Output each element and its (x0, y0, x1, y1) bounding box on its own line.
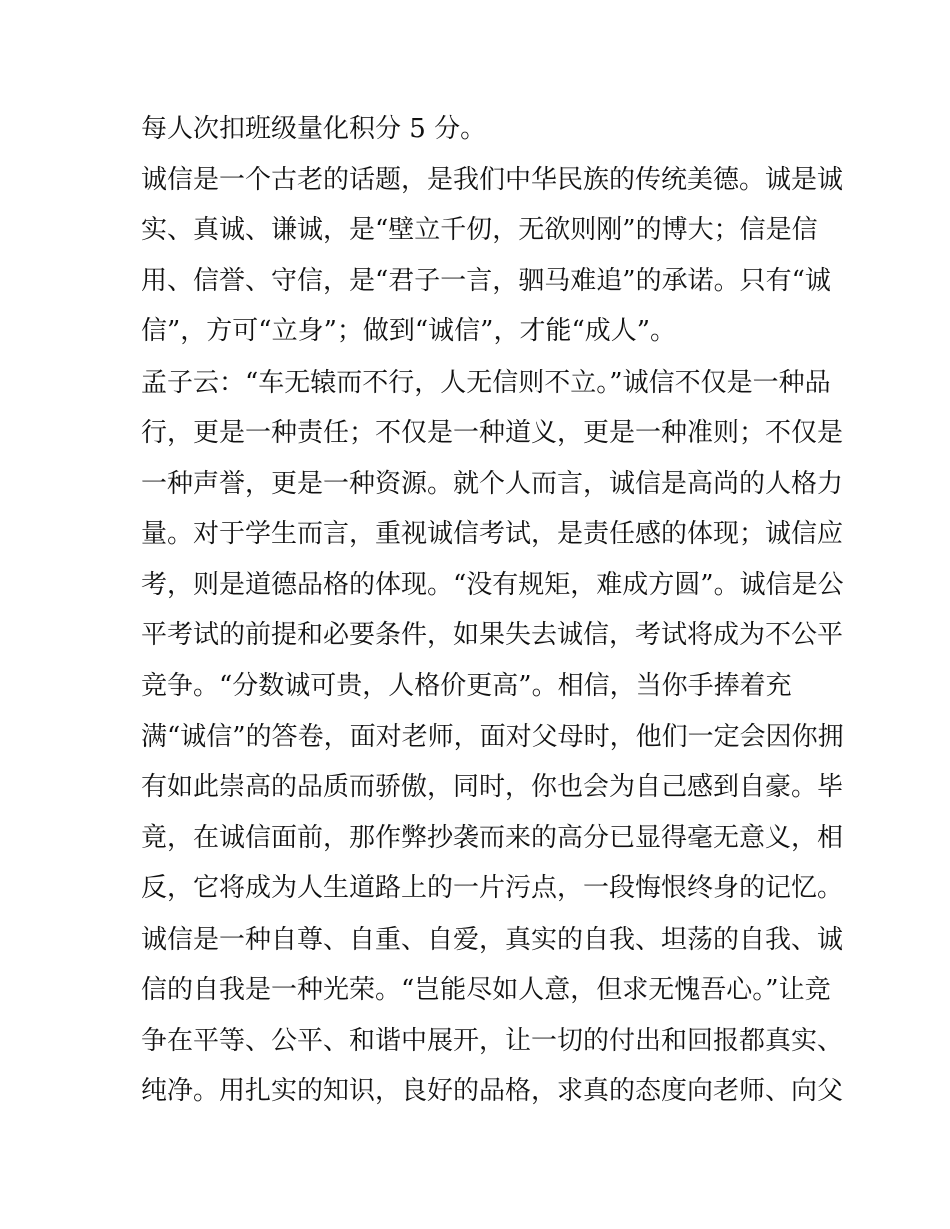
text-line: 每人次扣班级量化积分 5 分。 (141, 114, 487, 144)
text-line: 实、真诚、谦诚，是“壁立千仞，无欲则刚”的博大；信是信 (141, 215, 818, 245)
text-line: 竞争。“分数诚可贵，人格价更高”。相信，当你手捧着充 (141, 671, 792, 701)
text-line: 信”，方可“立身”；做到“诚信”，才能“成人”。 (141, 316, 677, 346)
text-line: 诚信是一种自尊、自重、自爱，真实的自我、坦荡的自我、诚 (141, 925, 844, 955)
text-line: 行，更是一种责任；不仅是一种道义，更是一种准则；不仅是 (141, 418, 844, 448)
text-line: 诚信是一个古老的话题，是我们中华民族的传统美德。诚是诚 (141, 165, 844, 195)
text-line: 竟，在诚信面前，那作弊抄袭而来的高分已显得毫无意义，相 (141, 823, 844, 853)
text-line: 纯净。用扎实的知识，良好的品格，求真的态度向老师、向父 (141, 1076, 844, 1106)
text-line: 用、信誉、守信，是“君子一言，驷马难追”的承诺。只有“诚 (141, 266, 831, 296)
text-line: 争在平等、公平、和谐中展开，让一切的付出和回报都真实、 (141, 1026, 844, 1056)
text-line: 考，则是道德品格的体现。“没有规矩，难成方圆”。诚信是公 (141, 570, 844, 600)
text-line: 孟子云：“车无辕而不行，人无信则不立。”诚信不仅是一种品 (141, 368, 831, 398)
text-line: 一种声誉，更是一种资源。就个人而言，诚信是高尚的人格力 (141, 469, 844, 499)
text-line: 平考试的前提和必要条件，如果失去诚信，考试将成为不公平 (141, 620, 844, 650)
text-line: 信的自我是一种光荣。“岂能尽如人意，但求无愧吾心。”让竞 (141, 975, 831, 1005)
text-line: 有如此崇高的品质而骄傲，同时，你也会为自己感到自豪。毕 (141, 772, 844, 802)
text-line: 量。对于学生而言，重视诚信考试，是责任感的体现；诚信应 (141, 519, 844, 549)
text-line: 满“诚信”的答卷，面对老师，面对父母时，他们一定会因你拥 (141, 722, 844, 752)
text-line: 反，它将成为人生道路上的一片污点，一段悔恨终身的记忆。 (141, 873, 844, 903)
